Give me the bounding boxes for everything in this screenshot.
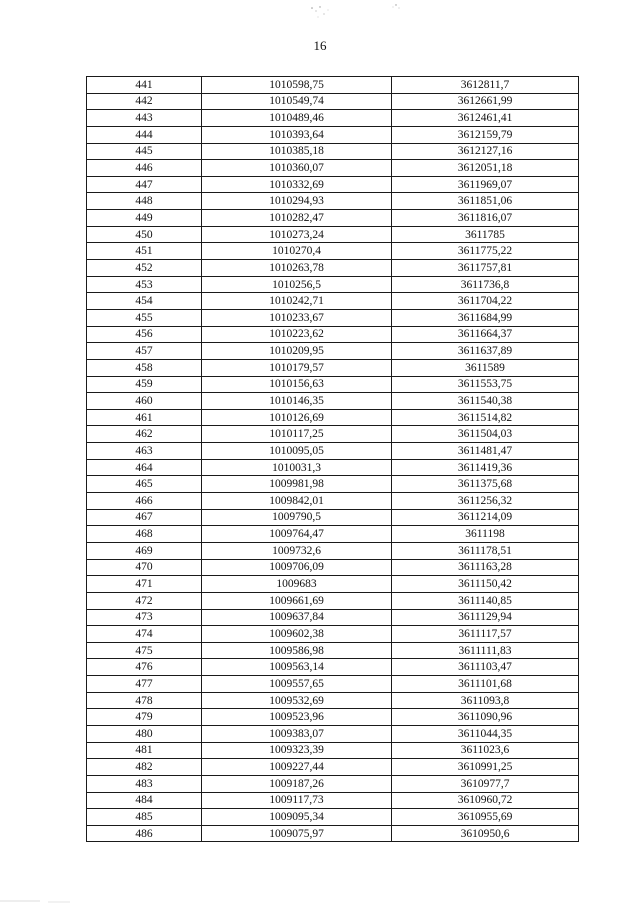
y-coordinate-cell: 3611664,37 bbox=[392, 326, 579, 343]
y-coordinate-cell: 3611178,51 bbox=[392, 542, 579, 559]
x-coordinate-cell: 1009383,07 bbox=[202, 725, 392, 742]
x-coordinate-cell: 1010282,47 bbox=[202, 210, 392, 227]
point-number-cell: 461 bbox=[87, 409, 202, 426]
y-coordinate-cell: 3612127,16 bbox=[392, 143, 579, 160]
y-coordinate-cell: 3611704,22 bbox=[392, 293, 579, 310]
point-number-cell: 459 bbox=[87, 376, 202, 393]
table-row bbox=[87, 409, 579, 426]
x-coordinate-cell: 1009637,84 bbox=[202, 609, 392, 626]
point-number-cell: 467 bbox=[87, 509, 202, 526]
y-coordinate-cell: 3611140,85 bbox=[392, 592, 579, 609]
point-number-cell: 443 bbox=[87, 110, 202, 127]
point-number-cell: 472 bbox=[87, 592, 202, 609]
y-coordinate-cell: 3610950,6 bbox=[392, 825, 579, 842]
point-number-cell: 466 bbox=[87, 493, 202, 510]
y-coordinate-cell: 3611103,47 bbox=[392, 659, 579, 676]
table-row bbox=[87, 359, 579, 376]
point-number-cell: 458 bbox=[87, 359, 202, 376]
point-number-cell: 481 bbox=[87, 742, 202, 759]
y-coordinate-cell: 3611757,81 bbox=[392, 260, 579, 277]
y-coordinate-cell: 3612661,99 bbox=[392, 93, 579, 110]
page-number: 16 bbox=[313, 38, 327, 53]
table-row bbox=[87, 626, 579, 643]
point-number-cell: 464 bbox=[87, 459, 202, 476]
table-row bbox=[87, 642, 579, 659]
table-row bbox=[87, 742, 579, 759]
y-coordinate-cell: 3610960,72 bbox=[392, 792, 579, 809]
table-row bbox=[87, 193, 579, 210]
table-row bbox=[87, 210, 579, 227]
y-coordinate-cell: 3611023,6 bbox=[392, 742, 579, 759]
table-row bbox=[87, 226, 579, 243]
point-number-cell: 452 bbox=[87, 260, 202, 277]
x-coordinate-cell: 1009790,5 bbox=[202, 509, 392, 526]
point-number-cell: 478 bbox=[87, 692, 202, 709]
table-row bbox=[87, 559, 579, 576]
table-row bbox=[87, 592, 579, 609]
scan-noise-top bbox=[300, 2, 410, 24]
x-coordinate-cell: 1010360,07 bbox=[202, 160, 392, 177]
table-row bbox=[87, 426, 579, 443]
table-row bbox=[87, 176, 579, 193]
y-coordinate-cell: 3611514,82 bbox=[392, 409, 579, 426]
x-coordinate-cell: 1009706,09 bbox=[202, 559, 392, 576]
point-number-cell: 476 bbox=[87, 659, 202, 676]
x-coordinate-cell: 1009764,47 bbox=[202, 526, 392, 543]
table-row bbox=[87, 792, 579, 809]
x-coordinate-cell: 1009227,44 bbox=[202, 759, 392, 776]
y-coordinate-cell: 3612461,41 bbox=[392, 110, 579, 127]
x-coordinate-cell: 1009557,65 bbox=[202, 676, 392, 693]
table-row bbox=[87, 293, 579, 310]
x-coordinate-cell: 1010393,64 bbox=[202, 126, 392, 143]
point-number-cell: 456 bbox=[87, 326, 202, 343]
y-coordinate-cell: 3611044,35 bbox=[392, 725, 579, 742]
y-coordinate-cell: 3611090,96 bbox=[392, 709, 579, 726]
table-row bbox=[87, 309, 579, 326]
x-coordinate-cell: 1010179,57 bbox=[202, 359, 392, 376]
y-coordinate-cell: 3612811,7 bbox=[392, 77, 579, 94]
x-coordinate-cell: 1010156,63 bbox=[202, 376, 392, 393]
table-row bbox=[87, 160, 579, 177]
point-number-cell: 486 bbox=[87, 825, 202, 842]
point-number-cell: 465 bbox=[87, 476, 202, 493]
table-row bbox=[87, 276, 579, 293]
table-row bbox=[87, 443, 579, 460]
y-coordinate-cell: 3611111,83 bbox=[392, 642, 579, 659]
table-row bbox=[87, 526, 579, 543]
y-coordinate-cell: 3611504,03 bbox=[392, 426, 579, 443]
x-coordinate-cell: 1010146,35 bbox=[202, 393, 392, 410]
x-coordinate-cell: 1010242,71 bbox=[202, 293, 392, 310]
table-row bbox=[87, 676, 579, 693]
coordinates-table-body bbox=[87, 77, 579, 842]
table-row bbox=[87, 659, 579, 676]
point-number-cell: 468 bbox=[87, 526, 202, 543]
x-coordinate-cell: 1010126,69 bbox=[202, 409, 392, 426]
x-coordinate-cell: 1010209,95 bbox=[202, 343, 392, 360]
y-coordinate-cell: 3611540,38 bbox=[392, 393, 579, 410]
table-row bbox=[87, 393, 579, 410]
y-coordinate-cell: 3611589 bbox=[392, 359, 579, 376]
point-number-cell: 473 bbox=[87, 609, 202, 626]
point-number-cell: 444 bbox=[87, 126, 202, 143]
x-coordinate-cell: 1009981,98 bbox=[202, 476, 392, 493]
x-coordinate-cell: 1009586,98 bbox=[202, 642, 392, 659]
point-number-cell: 471 bbox=[87, 576, 202, 593]
table-row bbox=[87, 775, 579, 792]
table-row bbox=[87, 110, 579, 127]
table-row bbox=[87, 343, 579, 360]
table-row bbox=[87, 759, 579, 776]
point-number-cell: 457 bbox=[87, 343, 202, 360]
point-number-cell: 484 bbox=[87, 792, 202, 809]
y-coordinate-cell: 3611736,8 bbox=[392, 276, 579, 293]
table-row bbox=[87, 260, 579, 277]
y-coordinate-cell: 3611375,68 bbox=[392, 476, 579, 493]
x-coordinate-cell: 1010031,3 bbox=[202, 459, 392, 476]
table-row bbox=[87, 542, 579, 559]
point-number-cell: 453 bbox=[87, 276, 202, 293]
x-coordinate-cell: 1010332,69 bbox=[202, 176, 392, 193]
table-row bbox=[87, 709, 579, 726]
table-row bbox=[87, 609, 579, 626]
point-number-cell: 462 bbox=[87, 426, 202, 443]
point-number-cell: 480 bbox=[87, 725, 202, 742]
table-row bbox=[87, 126, 579, 143]
y-coordinate-cell: 3611163,28 bbox=[392, 559, 579, 576]
x-coordinate-cell: 1009095,34 bbox=[202, 809, 392, 826]
x-coordinate-cell: 1010233,67 bbox=[202, 309, 392, 326]
x-coordinate-cell: 1009323,39 bbox=[202, 742, 392, 759]
x-coordinate-cell: 1009732,6 bbox=[202, 542, 392, 559]
table-row bbox=[87, 77, 579, 94]
y-coordinate-cell: 3611851,06 bbox=[392, 193, 579, 210]
y-coordinate-cell: 3611816,07 bbox=[392, 210, 579, 227]
point-number-cell: 469 bbox=[87, 542, 202, 559]
y-coordinate-cell: 3611117,57 bbox=[392, 626, 579, 643]
y-coordinate-cell: 3611093,8 bbox=[392, 692, 579, 709]
y-coordinate-cell: 3611419,36 bbox=[392, 459, 579, 476]
table-row bbox=[87, 509, 579, 526]
scan-edge-bottom bbox=[0, 893, 640, 905]
y-coordinate-cell: 3611481,47 bbox=[392, 443, 579, 460]
table-row bbox=[87, 143, 579, 160]
x-coordinate-cell: 1009661,69 bbox=[202, 592, 392, 609]
point-number-cell: 449 bbox=[87, 210, 202, 227]
point-number-cell: 470 bbox=[87, 559, 202, 576]
point-number-cell: 474 bbox=[87, 626, 202, 643]
y-coordinate-cell: 3612051,18 bbox=[392, 160, 579, 177]
x-coordinate-cell: 1009563,14 bbox=[202, 659, 392, 676]
x-coordinate-cell: 1009187,26 bbox=[202, 775, 392, 792]
x-coordinate-cell: 1010223,62 bbox=[202, 326, 392, 343]
point-number-cell: 442 bbox=[87, 93, 202, 110]
x-coordinate-cell: 1010095,05 bbox=[202, 443, 392, 460]
y-coordinate-cell: 3612159,79 bbox=[392, 126, 579, 143]
point-number-cell: 451 bbox=[87, 243, 202, 260]
table-row bbox=[87, 725, 579, 742]
x-coordinate-cell: 1009117,73 bbox=[202, 792, 392, 809]
table-row bbox=[87, 326, 579, 343]
x-coordinate-cell: 1010117,25 bbox=[202, 426, 392, 443]
table-row bbox=[87, 476, 579, 493]
y-coordinate-cell: 3611637,89 bbox=[392, 343, 579, 360]
y-coordinate-cell: 3611256,32 bbox=[392, 493, 579, 510]
point-number-cell: 482 bbox=[87, 759, 202, 776]
point-number-cell: 483 bbox=[87, 775, 202, 792]
point-number-cell: 455 bbox=[87, 309, 202, 326]
point-number-cell: 485 bbox=[87, 809, 202, 826]
x-coordinate-cell: 1010549,74 bbox=[202, 93, 392, 110]
x-coordinate-cell: 1010598,75 bbox=[202, 77, 392, 94]
point-number-cell: 454 bbox=[87, 293, 202, 310]
y-coordinate-cell: 3610977,7 bbox=[392, 775, 579, 792]
y-coordinate-cell: 3611775,22 bbox=[392, 243, 579, 260]
point-number-cell: 441 bbox=[87, 77, 202, 94]
x-coordinate-cell: 1010489,46 bbox=[202, 110, 392, 127]
x-coordinate-cell: 1010273,24 bbox=[202, 226, 392, 243]
y-coordinate-cell: 3611969,07 bbox=[392, 176, 579, 193]
point-number-cell: 463 bbox=[87, 443, 202, 460]
y-coordinate-cell: 3611129,94 bbox=[392, 609, 579, 626]
y-coordinate-cell: 3611198 bbox=[392, 526, 579, 543]
point-number-cell: 445 bbox=[87, 143, 202, 160]
table-row bbox=[87, 692, 579, 709]
table-row bbox=[87, 243, 579, 260]
x-coordinate-cell: 1009842,01 bbox=[202, 493, 392, 510]
point-number-cell: 460 bbox=[87, 393, 202, 410]
y-coordinate-cell: 3611101,68 bbox=[392, 676, 579, 693]
y-coordinate-cell: 3610955,69 bbox=[392, 809, 579, 826]
table-row bbox=[87, 825, 579, 842]
x-coordinate-cell: 1009532,69 bbox=[202, 692, 392, 709]
table-row bbox=[87, 459, 579, 476]
y-coordinate-cell: 3611785 bbox=[392, 226, 579, 243]
x-coordinate-cell: 1009523,96 bbox=[202, 709, 392, 726]
x-coordinate-cell: 1010294,93 bbox=[202, 193, 392, 210]
table-row bbox=[87, 493, 579, 510]
y-coordinate-cell: 3611684,99 bbox=[392, 309, 579, 326]
x-coordinate-cell: 1009602,38 bbox=[202, 626, 392, 643]
x-coordinate-cell: 1010263,78 bbox=[202, 260, 392, 277]
table-row bbox=[87, 809, 579, 826]
point-number-cell: 446 bbox=[87, 160, 202, 177]
y-coordinate-cell: 3611150,42 bbox=[392, 576, 579, 593]
point-number-cell: 447 bbox=[87, 176, 202, 193]
point-number-cell: 450 bbox=[87, 226, 202, 243]
x-coordinate-cell: 1009075,97 bbox=[202, 825, 392, 842]
y-coordinate-cell: 3611553,75 bbox=[392, 376, 579, 393]
point-number-cell: 479 bbox=[87, 709, 202, 726]
table-row bbox=[87, 93, 579, 110]
x-coordinate-cell: 1009683 bbox=[202, 576, 392, 593]
y-coordinate-cell: 3611214,09 bbox=[392, 509, 579, 526]
table-row bbox=[87, 576, 579, 593]
point-number-cell: 475 bbox=[87, 642, 202, 659]
point-number-cell: 477 bbox=[87, 676, 202, 693]
coordinates-table bbox=[86, 76, 579, 842]
table-row bbox=[87, 376, 579, 393]
point-number-cell: 448 bbox=[87, 193, 202, 210]
y-coordinate-cell: 3610991,25 bbox=[392, 759, 579, 776]
x-coordinate-cell: 1010385,18 bbox=[202, 143, 392, 160]
x-coordinate-cell: 1010256,5 bbox=[202, 276, 392, 293]
x-coordinate-cell: 1010270,4 bbox=[202, 243, 392, 260]
